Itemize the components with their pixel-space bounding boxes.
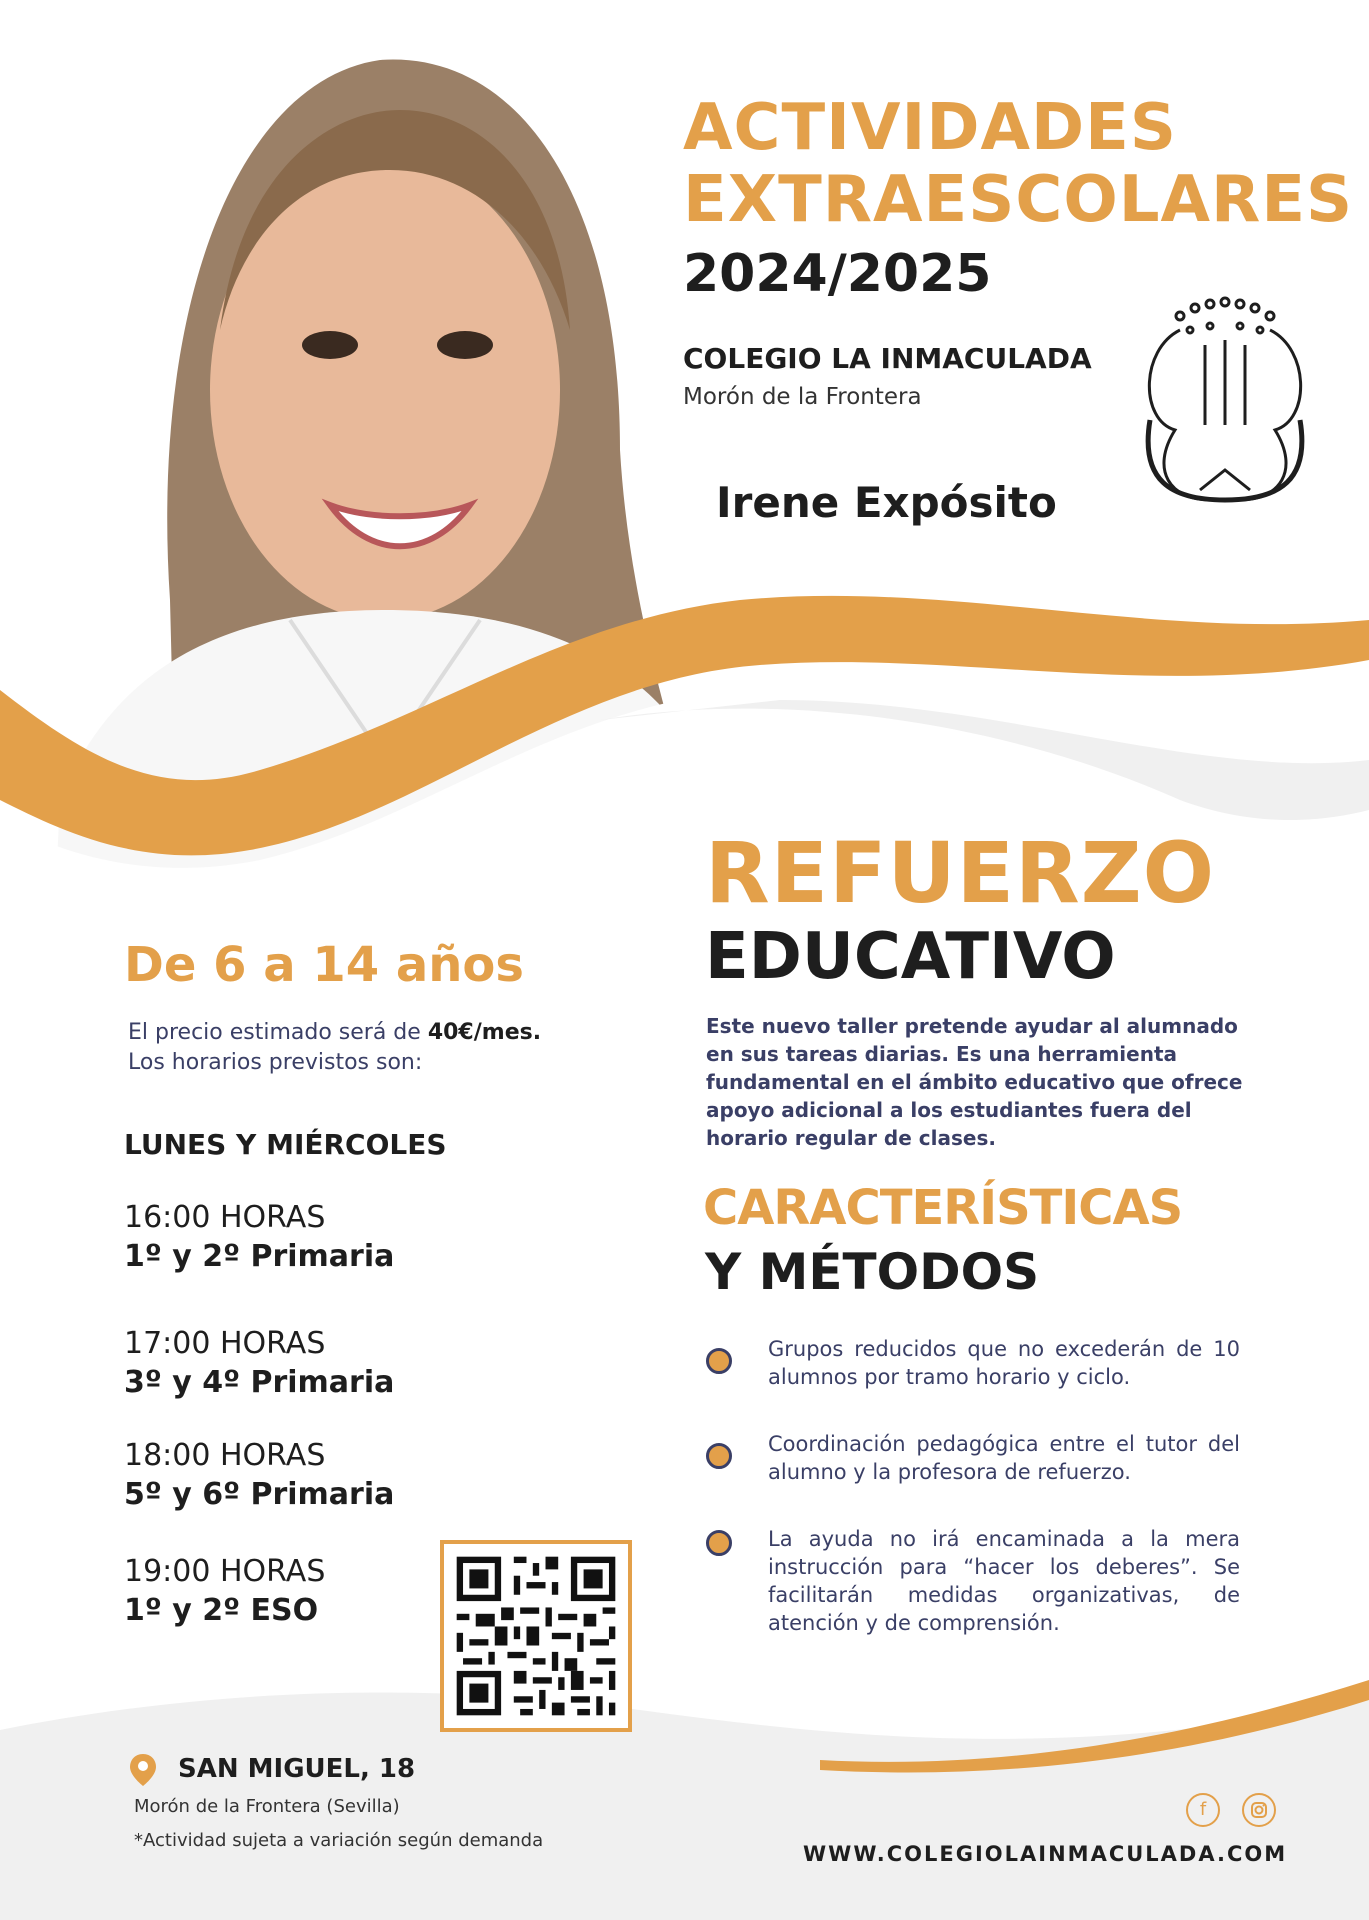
price-info: [128, 1018, 541, 1078]
price-prefix: El precio estimado será de: [128, 1020, 428, 1045]
slot-grade: 1º y 2º ESO: [124, 1593, 319, 1628]
address-town: Morón de la Frontera (Sevilla): [134, 1796, 400, 1817]
schedule-intro: Los horarios previstos son:: [128, 1050, 423, 1075]
slot-hour: 19:00 HORAS: [124, 1554, 326, 1589]
slot-hour: 18:00 HORAS: [124, 1438, 326, 1473]
price-value: 40€/mes.: [427, 1020, 542, 1045]
features-title-line1: CARACTERÍSTICAS: [703, 1180, 1183, 1236]
school-year: 2024/2025: [683, 244, 992, 304]
age-range: De 6 a 14 años: [124, 937, 524, 993]
feature-item: La ayuda no irá encaminada a la mera instrucción para “hacer los deberes”. Se facilitarán medidas organizativas, de atención y de comprensión.: [768, 1527, 1240, 1635]
title-line1: ACTIVIDADES: [683, 91, 1177, 165]
schedule-days: LUNES Y MIÉRCOLES: [124, 1128, 447, 1161]
location-pin-icon: [128, 1752, 158, 1788]
course-title-line2: EDUCATIVO: [705, 920, 1116, 994]
bullet-icon: [706, 1348, 732, 1374]
website-link[interactable]: WWW.COLEGIOLAINMACULADA.COM: [803, 1842, 1288, 1866]
title-line2: EXTRAESCOLARES: [683, 163, 1354, 237]
qr-code-icon: [444, 1544, 628, 1728]
school-name: COLEGIO LA INMACULADA: [683, 342, 1092, 375]
school-town: Morón de la Frontera: [683, 384, 922, 410]
bullet-icon: [706, 1530, 732, 1556]
slot-grade: 3º y 4º Primaria: [124, 1365, 395, 1400]
instagram-icon[interactable]: [1242, 1793, 1276, 1827]
qr-code[interactable]: [440, 1540, 632, 1732]
feature-item: Coordinación pedagógica entre el tutor del alumno y la profesora de refuerzo.: [768, 1432, 1240, 1484]
features-title-line2: Y MÉTODOS: [705, 1243, 1040, 1301]
slot-hour: 17:00 HORAS: [124, 1326, 326, 1361]
address: SAN MIGUEL, 18: [178, 1754, 416, 1784]
school-crest-icon: [1148, 298, 1302, 500]
facebook-icon[interactable]: f: [1186, 1793, 1220, 1827]
footnote: *Actividad sujeta a variación según demanda: [134, 1830, 544, 1851]
feature-item: Grupos reducidos que no excederán de 10 alumnos por tramo horario y ciclo.: [768, 1337, 1240, 1389]
slot-grade: 5º y 6º Primaria: [124, 1477, 395, 1512]
bullet-icon: [706, 1443, 732, 1469]
teacher-name: Irene Expósito: [716, 478, 1057, 527]
course-title-line1: REFUERZO: [705, 824, 1216, 922]
course-description: Este nuevo taller pretende ayudar al alumnado en sus tareas diarias. Es una herramienta fundamental en el ámbito educativo que ofrece apoyo adicional a los estudiantes fuera del horario regular de clases.: [706, 1014, 1243, 1150]
slot-hour: 16:00 HORAS: [124, 1200, 326, 1235]
slot-grade: 1º y 2º Primaria: [124, 1239, 395, 1274]
